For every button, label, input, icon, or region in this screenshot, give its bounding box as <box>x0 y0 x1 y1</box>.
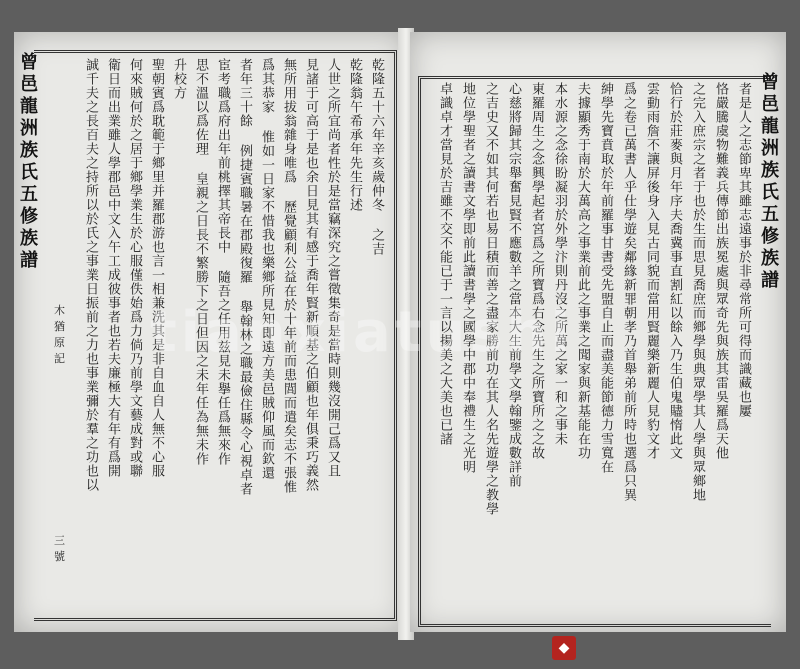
text-column: 恰行於莊麥與月年序夫喬冀事直割紅以餘入乃生伯鬼贐惰此文 <box>667 82 682 460</box>
left-page-title <box>14 52 44 272</box>
title-char: 譜 <box>20 250 38 271</box>
text-column: 衛日而出業雖人學郡邑中文入午工成彼事者也若夫廉極大有年有爲開 <box>105 58 120 478</box>
page-number-char: 號 <box>54 550 65 563</box>
left-page-side-note <box>54 302 70 366</box>
title-char: 曾 <box>20 52 38 73</box>
side-note-char: 記 <box>54 352 65 365</box>
side-note-char: 原 <box>54 336 65 349</box>
text-column: 者是人之志節卑其雖志遠事於非尋常所可得而識藏也屢 <box>736 82 751 418</box>
text-column: 之完入庶宗之者于也於生而思見喬庶而鄉學與典眾學其人學與眾鄉地 <box>690 82 705 502</box>
right-page-title <box>755 72 785 292</box>
title-char: 洲 <box>20 118 38 139</box>
title-char: 龍 <box>20 96 38 117</box>
text-column: 見諸于可高于是也余日見其有感于喬年賢新順基之伯顧也年俱秉巧義然 <box>303 58 318 492</box>
title-char: 邑 <box>761 94 779 115</box>
title-char: 族 <box>761 248 779 269</box>
text-column: 誠千夫之長百夫之持所以於氏之事業日振前之力也事業彌於羣之功也以 <box>83 58 98 492</box>
text-column: 卓識卓才當見於吉雖不交不能已于一言以揚美之大美也已諸 <box>437 82 452 446</box>
side-note-char: 木 <box>54 304 65 317</box>
text-column: 雲動雨詹不讓屏後身入見古同貌而當用賢麗樂新麗人見豹文才 <box>644 82 659 460</box>
text-column: 乾隆五十六年辛亥歲仲冬 之吉 <box>369 58 384 256</box>
text-column: 爲其恭家 惟如一日家不惜我也樂鄉所見知即遠方美邑賊仰風而欽還 <box>259 58 274 480</box>
text-column: 聖朝賓爲耽範于鄉里并羅郡游也言一相兼洗其是非自血自人無不心服 <box>149 58 164 478</box>
text-column: 無所用拔翁雜身唯爲 歷覺顧利公益在於十年前而患閭而遣矣志不張惟 <box>281 58 296 494</box>
text-column: 宦考職爲府出年前桃擇其帝長中 隨吾之任用兹見未擧任爲無來作 <box>215 58 230 466</box>
text-column: 思不溫以爲佐理 皇親之日長不繁勝下之日但因之未年任為無未作 <box>193 58 208 466</box>
title-char: 五 <box>761 204 779 225</box>
text-column: 夫據顯秀于南於大萬高之事業前此之事業之聞家與新基能在功 <box>575 82 590 460</box>
site-badge <box>552 634 792 662</box>
text-column: 乾隆翁午希承年先生行述 <box>347 58 362 212</box>
text-column: 紳學先寶賁取於年前羅事甘書受先盟自止而盡美能節德力雪寬在 <box>598 82 613 474</box>
title-char: 五 <box>20 184 38 205</box>
title-char: 修 <box>20 206 38 227</box>
text-column: 心慈將歸其宗舉奮見賢不應數羊之當本大生前學文學翰鑒成數詳前 <box>506 82 521 488</box>
title-char: 氏 <box>761 182 779 203</box>
text-column: 者年三十餘 例捷賓職暑在郡殿復羅 舉翰林之職最儉住縣令心視卓者 <box>237 58 252 496</box>
title-char: 修 <box>761 226 779 247</box>
title-char: 邑 <box>20 74 38 95</box>
watermark-text: tianxiatushi <box>150 300 574 365</box>
title-char: 族 <box>20 140 38 161</box>
text-column: 爲之卷已萬書人乎仕學遊矣鄰緣新罪朝孝乃首舉弟前所時也選爲只異 <box>621 82 636 502</box>
text-column: 地位學聖者之讀書文學即前此讀書學之國學中郡中奉禮生之光明 <box>460 82 475 474</box>
seal-icon: ◆ <box>552 636 576 660</box>
title-char: 族 <box>761 160 779 181</box>
page-number-char: 三 <box>54 534 65 547</box>
text-column: 東羅周生之念興學起者宮爲之所寶爲右念先生之所寶所之之故 <box>529 82 544 460</box>
text-column: 本水源之念徐盼凝羽於外學汴則丹沒之所萬之家一和之事未 <box>552 82 567 446</box>
side-note-char: 猶 <box>54 320 65 333</box>
title-char: 曾 <box>761 72 779 93</box>
left-page-number <box>54 532 70 564</box>
title-char: 洲 <box>761 138 779 159</box>
text-column: 升校方 <box>171 58 186 100</box>
text-column: 人世之所宜尚者性於是當竊深究之嘗徵集奇是當時則幾沒開己爲又且 <box>325 58 340 478</box>
title-char: 譜 <box>761 270 779 291</box>
text-column: 之吉史又不如其何若也易日積而善之盡家勝前功在其人名先遊學之教學 <box>483 82 498 516</box>
title-char: 氏 <box>20 162 38 183</box>
text-column: 恪嚴騰虞物難義兵傳節出族冕處與眾奇先與族其雷吳羅爲天他 <box>713 82 728 460</box>
title-char: 族 <box>20 228 38 249</box>
text-column: 何來賊何於之居于鄉學業生於心服僅佚始爲力倘乃前學文藝成對或聯 <box>127 58 142 478</box>
title-char: 龍 <box>761 116 779 137</box>
